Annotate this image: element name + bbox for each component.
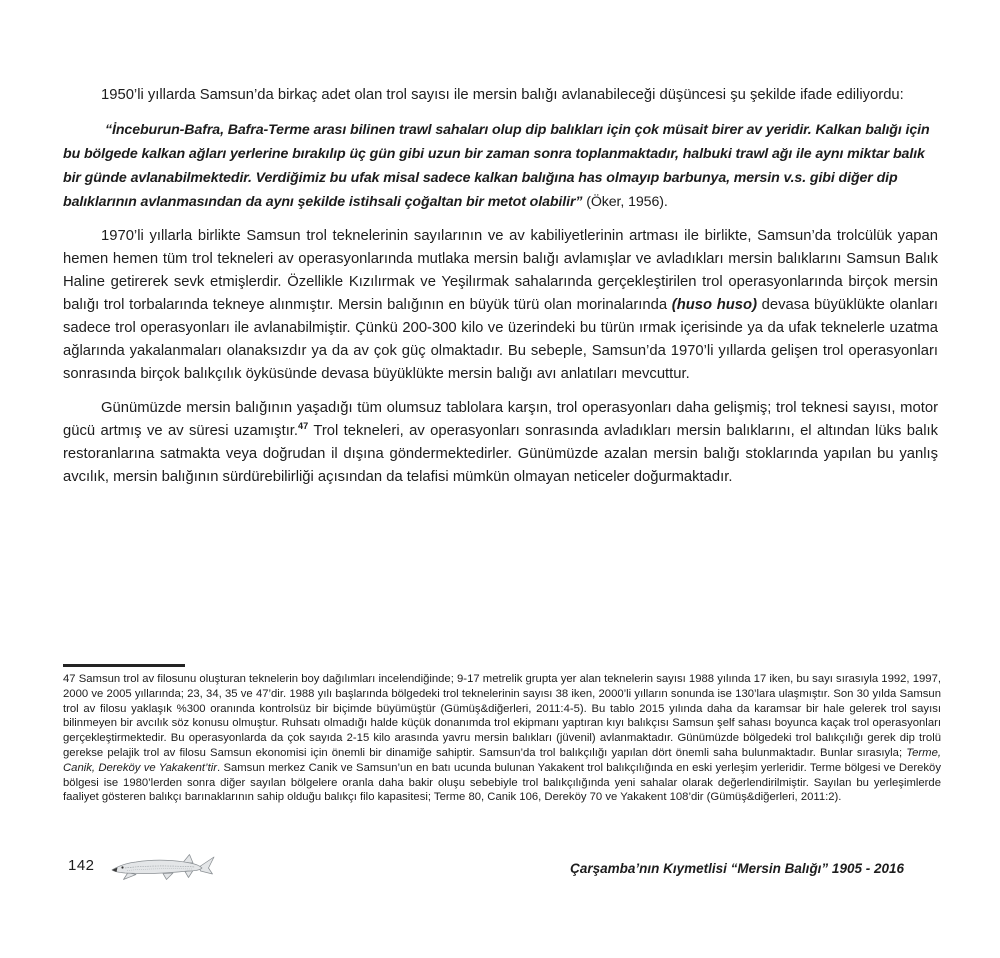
paragraph-1950s-intro: 1950’li yıllarda Samsun’da birkaç adet olan trol sayısı ile mersin balığı avlanabileceği düşüncesi şu şekilde ifade ediliyordu:	[101, 87, 904, 103]
page-number: 142	[68, 857, 95, 874]
footer-book-title: Çarşamba’nın Kıymetlisi “Mersin Balığı” 1905 - 2016	[570, 861, 904, 876]
page-body	[63, 84, 938, 500]
footnote-47-text: 47 Samsun trol av filosunu oluşturan teknelerin boy dağılımları incelendiğinde; 9-17 metrelik grupta yer alan teknelerin sayısı 1988 yılında 17 iken, bu sayı sırasıyla 1992, 1997, 2000 ve 2005 yıllarında; 23, 34, 35 ve 47’dir. 1988 yılı başlarında bölgedeki trol teknelerinin sayısı 38 iken, 2000’li yılların sonunda ise 130’lara ulaşmıştır. Son 30 yılda Samsun trol av filosu yaklaşık %300 oranında kontrolsüz bir biçimde büyümüştür (Gümüş&diğerleri, 2011:4-5). Bu tablo 2015 yılında daha da karamsar bir hale gelerek trol sayısı bilinmeyen bir avcılık söz konusu olmuştur. Ruhsatı olmadığı halde küçük donanımda trol ekipmanı yaptıran kıyı balıkçısı Samsun şelf sahası boyunca kaçak trol operasyonları gerçekleştirmektedir. Bu operasyonlarda da çok sayıda 2-15 kilo arasında yavru mersin balıkları (jüvenil) avlanmaktadır. Günümüzde bölgedeki trol balıkçılığı gerek dip trolü gerekse pelajik trol av filosu Samsun ekonomisi için önemli bir dinamiğe sahiptir. Samsun’da trol balıkçılığı yapılan dört önemli saha bulunmaktadır. Bunlar sırasıyla; Terme, Canik, Dereköy ve Yakakent’tir. Samsun merkez Canik ve Samsun’un en batı ucunda bulunan Yakakent trol balıkçılığında en eski yerleşim yerleridir. Terme bölgesi ve Dereköy bölgesi ise 1980’lerden sonra diğer sayılan bölgelere oranla daha bakir oluşu sebebiyle trol balıkçılığında yeni sahalar olarak değerlendirilmiştir. Sayılan bu yerleşimlerde faaliyet gösteren balıkçı barınaklarının sahip olduğu balıkçı filo kapasitesi; Terme 80, Canik 106, Dereköy 70 ve Yakakent 108’dir (Gümüş&diğerleri, 2011:2).	[63, 673, 941, 804]
sturgeon-fish-icon	[110, 851, 215, 887]
paragraph-present-day: Günümüzde mersin balığının yaşadığı tüm olumsuz tablolara karşın, trol operasyonları daha gelişmiş; trol teknesi sayısı, motor gücü artmış ve av süresi uzamıştır.$^{47}$ Trol tekneleri, av operasyonları sonrasında avladıkları mersin balıklarını, el altından lüks balık restoranlarına satmakta veya doğrudan il dışına göndermektedirler. Günümüzde azalan mersin balığı stoklarında yapılan bu yanlış avcılık, mersin balığının sürdürebilirliği açısından da telafisi mümkün olmayan neticeler doğurmaktadır.	[63, 400, 939, 485]
footnote-separator-rule	[63, 664, 185, 667]
paragraph-1970s-trawling: 1970’li yıllarla birlikte Samsun trol teknelerinin sayılarının ve av kabiliyetlerinin artması ile birlikte, Samsun’da trolcülük yapan hemen hemen tüm trol tekneleri av operasyonlarında mutlaka mersin balığı avlamışlar ve avladıkları mersin balıklarını Samsun Balık Haline getirerek sevk etmişlerdir. Özellikle Kızılırmak ve Yeşilırmak sahalarında gerçekleştirilen trol operasyonlarında birçok mersin balığı trol torbalarında tekneye alınmıştır. Mersin balığının en büyük türü olan morinalarında (huso huso) devasa büyüklükte olanları sadece trol operasyonları ile avlanabilmiştir. Çünkü 200-300 kilo ve üzerindeki bu türün ırmak içerisinde ya da ufak teknelerle uzatma ağlarında yakalanmaları olanaksızdır ya da av çok güç olmaktadır. Bu sebeple, Samsun’da 1970’li yıllarda gelişen trol operasyonları sonrasında birçok balıkçılık öyküsünde devasa büyüklükte mersin balığı avı anlatıları mevcuttur.	[63, 228, 938, 382]
footnote-block	[63, 664, 941, 805]
quote-paragraph-oker-1956: “İnceburun-Bafra, Bafra-Terme arası bilinen trawl sahaları olup dip balıkları için çok müsait birer av yeridir. Kalkan balığı için bu bölgede kalkan ağları yerlerine bırakılıp üç gün gibi uzun bir zaman sonra toplanmaktadır, halbuki trawl ağı ile aynı miktar balık bir günde avlanabilmektedir. Verdiğimiz bu ufak misal sadece kalkan balığına has olmayıp barbunya, mersin v.s. gibi diğer dip balıklarının avlanmasından da aynı şekilde istihsali çoğaltan bir metot olabilir” (Öker, 1956).	[63, 122, 930, 210]
